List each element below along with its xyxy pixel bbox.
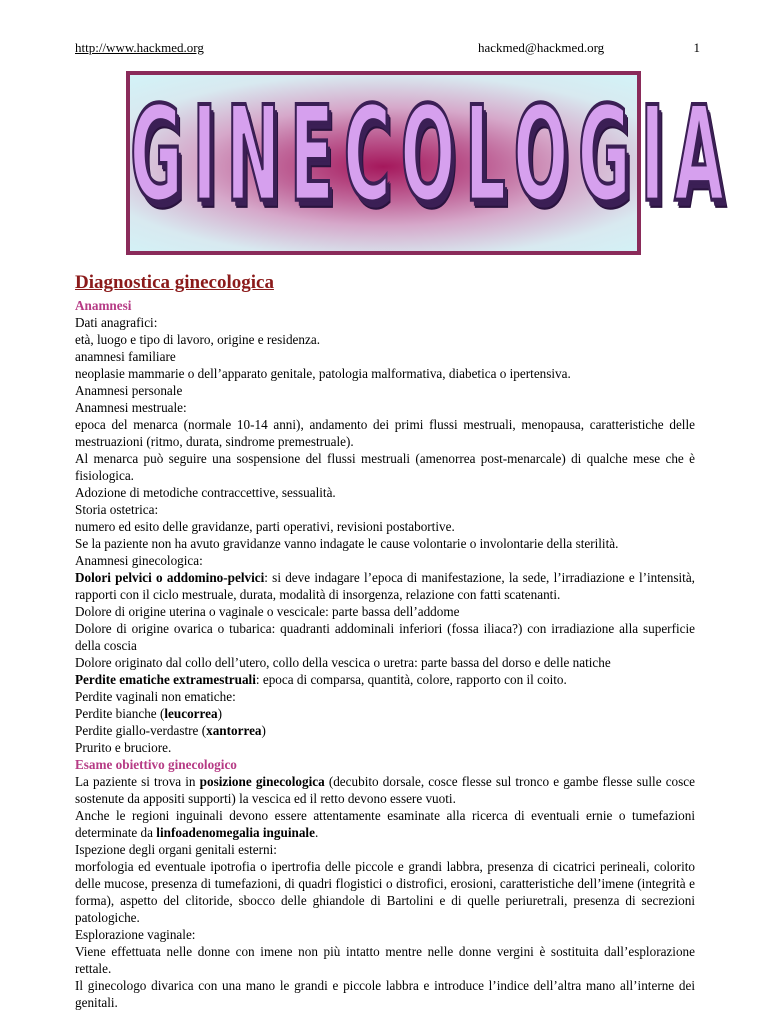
subheading-anamnesi: Anamnesi [75, 298, 132, 313]
banner-title: GINECOLOGIA [130, 80, 734, 233]
text-span: Anche le regioni inguinali devono essere attentamente esaminate alla ricerca di eventuali ernie o tumefazioni determinate da [75, 808, 695, 840]
text-span: ) [261, 723, 266, 738]
text-span: Perdite giallo-verdastre ( [75, 723, 207, 738]
paragraph: Il ginecologo divarica con una mano le grandi e piccole labbra e introduce l’indice dell’altra mano all’interne dei genitali. [75, 978, 695, 1010]
paragraph: Esplorazione vaginale: [75, 927, 196, 942]
header-email: hackmed@hackmed.org [478, 40, 605, 55]
paragraph: neoplasie mammarie o dell’apparato genitale, patologia malformativa, diabetica o ipertensiva. [75, 366, 571, 381]
paragraph: Dolore di origine ovarica o tubarica: quadranti addominali inferiori (fossa iliaca?) con irradiazione alla superficie della coscia [75, 621, 695, 653]
bold-term: linfoadenomegalia inguinale [156, 825, 315, 840]
bold-term: Perdite ematiche extramestruali [75, 672, 256, 687]
paragraph: morfologia ed eventuale ipotrofia o ipertrofia delle piccole e grandi labbra, presenza di cicatrici perineali, colorito delle mucose, presenza di tumefazioni, di quadri flogistici o distrofici, erosioni, caratteristiche dell’imene (integrità e forma), aspetto del clitoride, sbocco delle ghiandole di Bartolini e di quelle periuretrali, presenza di secrezioni patologiche. [75, 859, 695, 925]
paragraph [75, 569, 695, 603]
paragraph: Prurito e bruciore. [75, 740, 172, 755]
paragraph: Dolore di origine uterina o vaginale o vescicale: parte bassa dell’addome [75, 604, 460, 619]
title-banner [126, 71, 734, 255]
text-span: . [314, 825, 319, 840]
paragraph: Dati anagrafici: [75, 315, 158, 330]
paragraph [75, 722, 695, 739]
page-header [75, 40, 700, 56]
page-number: 1 [693, 40, 700, 55]
paragraph: Adozione di metodiche contraccettive, sessualità. [75, 485, 336, 500]
text-span: La paziente si trova in [75, 774, 200, 789]
paragraph [75, 705, 695, 722]
bold-term: Dolori pelvici o addomino-pelvici [75, 570, 265, 585]
paragraph: Perdite vaginali non ematiche: [75, 689, 236, 704]
paragraph: Anamnesi ginecologica: [75, 553, 203, 568]
text-span: : epoca di comparsa, quantità, colore, rapporto con il coito. [255, 672, 567, 687]
paragraph: Dolore originato dal collo dell’utero, collo della vescica o uretra: parte bassa del dorso e delle natiche [75, 655, 611, 670]
section-title: Diagnostica ginecologica [75, 272, 274, 293]
paragraph [75, 671, 695, 688]
document-body [75, 271, 695, 1011]
bold-term: leucorrea [164, 706, 218, 721]
paragraph: epoca del menarca (normale 10-14 anni), andamento dei primi flussi mestruali, menopausa, caratteristiche delle mestruazioni (ritmo, durata, sindrome premestruale). [75, 417, 695, 449]
subheading-esame-obiettivo: Esame obiettivo ginecologico [75, 757, 237, 772]
text-span: ) [217, 706, 222, 721]
paragraph: età, luogo e tipo di lavoro, origine e residenza. [75, 332, 320, 347]
bold-term: posizione ginecologica [199, 774, 325, 789]
paragraph: Anamnesi mestruale: [75, 400, 187, 415]
paragraph: Al menarca può seguire una sospensione del flussi mestruali (amenorrea post-menarcale) di qualche mese che è fisiologica. [75, 451, 695, 483]
text-span: (decubito dorsale, cosce flesse sul tronco e gambe flesse sulle cosce sostenute da appositi supporti) la vescica ed il retto devono essere vuoti. [75, 774, 695, 806]
paragraph: Storia ostetrica: [75, 502, 159, 517]
paragraph: numero ed esito delle gravidanze, parti operativi, revisioni postabortive. [75, 519, 455, 534]
paragraph: anamnesi familiare [75, 349, 176, 364]
text-span: Perdite bianche ( [75, 706, 165, 721]
header-url-link[interactable]: http://www.hackmed.org [75, 40, 204, 55]
paragraph: Anamnesi personale [75, 383, 183, 398]
paragraph [75, 807, 695, 841]
paragraph: Viene effettuata nelle donne con imene non più intatto mentre nelle donne vergini è sostituita dall’esplorazione rettale. [75, 944, 695, 976]
paragraph: Ispezione degli organi genitali esterni: [75, 842, 277, 857]
bold-term: xantorrea [206, 723, 262, 738]
paragraph: Se la paziente non ha avuto gravidanze vanno indagate le cause volontarie o involontarie della sterilità. [75, 536, 619, 551]
paragraph [75, 773, 695, 807]
text-span: : si deve indagare l’epoca di manifestazione, la sede, l’irradiazione e l’intensità, rapporti con il ciclo mestruale, durata, modalità di insorgenza, relazione con fatti scatenanti. [75, 570, 695, 602]
